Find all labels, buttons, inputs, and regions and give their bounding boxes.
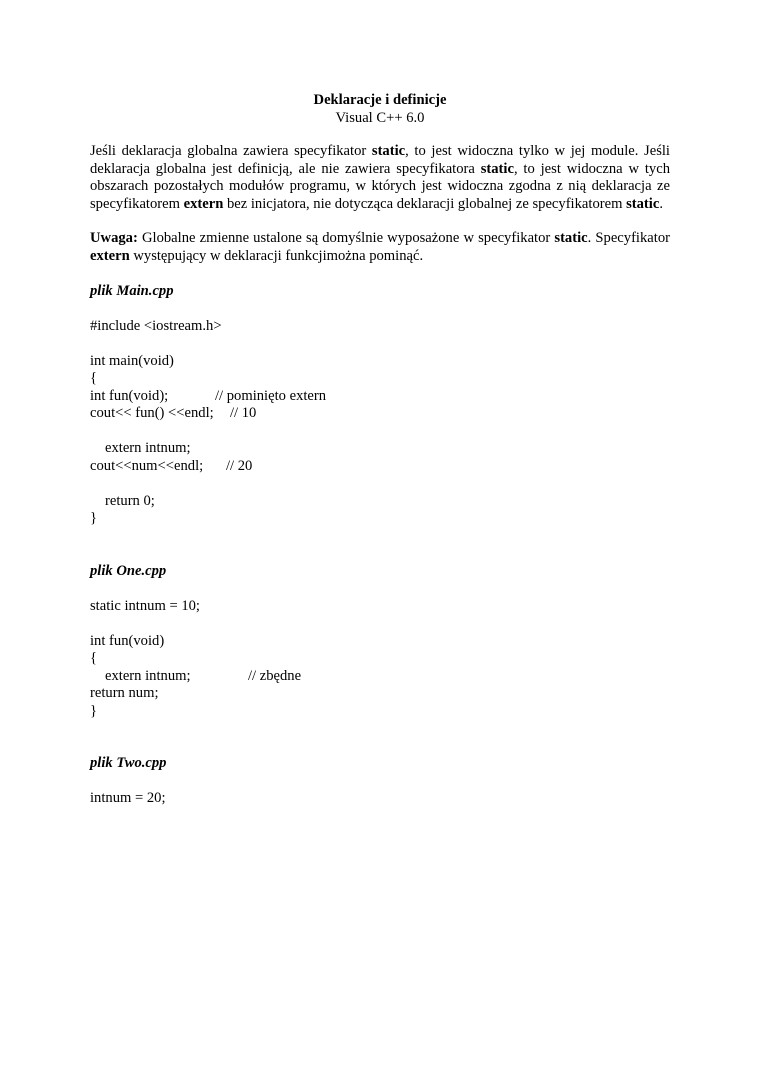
intro-paragraph bbox=[90, 143, 670, 213]
code-comment: // 20 bbox=[226, 457, 253, 474]
main-file-heading: plik Main.cpp bbox=[90, 282, 174, 299]
code-line bbox=[90, 668, 670, 686]
code-text: cout<< fun() <<endl; bbox=[90, 405, 214, 421]
note-label: Uwaga: bbox=[90, 230, 138, 246]
note-text: występujący w deklaracji funkcjimożna pominąć. bbox=[129, 247, 424, 264]
intro-text: . bbox=[659, 195, 663, 212]
code-comment: // pominięto extern bbox=[215, 387, 327, 404]
note-text: Globalne zmienne ustalone są domyślnie wyposażone w specyfikator bbox=[137, 230, 555, 246]
code-line bbox=[90, 458, 670, 476]
code-line: int fun(void) bbox=[90, 632, 165, 649]
one-file-heading: plik One.cpp bbox=[90, 562, 167, 579]
code-text: return 0; bbox=[105, 492, 155, 509]
keyword-extern: extern bbox=[183, 195, 224, 212]
keyword-static: static bbox=[626, 195, 660, 212]
code-line bbox=[90, 493, 670, 511]
document-page bbox=[90, 92, 670, 808]
keyword-static: static bbox=[371, 143, 406, 159]
code-comment: // zbędne bbox=[248, 667, 302, 684]
code-line: static intnum = 10; bbox=[90, 597, 200, 614]
code-comment: // 10 bbox=[230, 405, 257, 421]
code-line: int main(void) bbox=[90, 352, 174, 369]
intro-text: , to jest widoczna tylko w jej module. Jeśli deklaracja globalna jest definicją, ale nie zawiera specyfikatora bbox=[90, 143, 670, 177]
document-title: Deklaracje i definicje bbox=[313, 92, 447, 108]
intro-text: Jeśli deklaracja globalna zawiera specyfikator bbox=[90, 143, 372, 159]
code-text: cout<<num<<endl; bbox=[90, 457, 204, 474]
code-line bbox=[90, 388, 670, 406]
code-line: return num; bbox=[90, 685, 159, 701]
code-line: } bbox=[90, 702, 98, 719]
two-code-block bbox=[90, 790, 670, 808]
one-code-block bbox=[90, 598, 670, 721]
code-line bbox=[90, 440, 670, 458]
two-file-heading: plik Two.cpp bbox=[90, 755, 167, 771]
code-text: int fun(void); bbox=[90, 387, 169, 404]
intro-text: bez inicjatora, nie dotycząca deklaracji globalnej ze specyfikatorem bbox=[223, 195, 627, 212]
document-subtitle: Visual C++ 6.0 bbox=[335, 109, 425, 126]
note-text: . Specyfikator bbox=[587, 230, 670, 246]
code-line: { bbox=[90, 370, 98, 386]
keyword-extern: extern bbox=[90, 247, 130, 264]
code-text: extern intnum; bbox=[105, 440, 191, 456]
keyword-static: static bbox=[554, 230, 588, 246]
intro-text: , to jest widoczna w tych obszarach pozostałych modułów programu, w których jest widoczna zgodna z nią deklaracja ze specyfikatorem bbox=[90, 160, 670, 212]
note-paragraph bbox=[90, 230, 670, 265]
code-text: extern intnum; bbox=[105, 667, 191, 684]
main-code-block bbox=[90, 318, 670, 528]
code-line: } bbox=[90, 510, 98, 526]
code-line: intnum = 20; bbox=[90, 790, 166, 806]
code-line bbox=[90, 405, 670, 423]
code-line: #include <iostream.h> bbox=[90, 317, 222, 334]
keyword-static: static bbox=[480, 160, 514, 177]
code-line: { bbox=[90, 650, 98, 666]
